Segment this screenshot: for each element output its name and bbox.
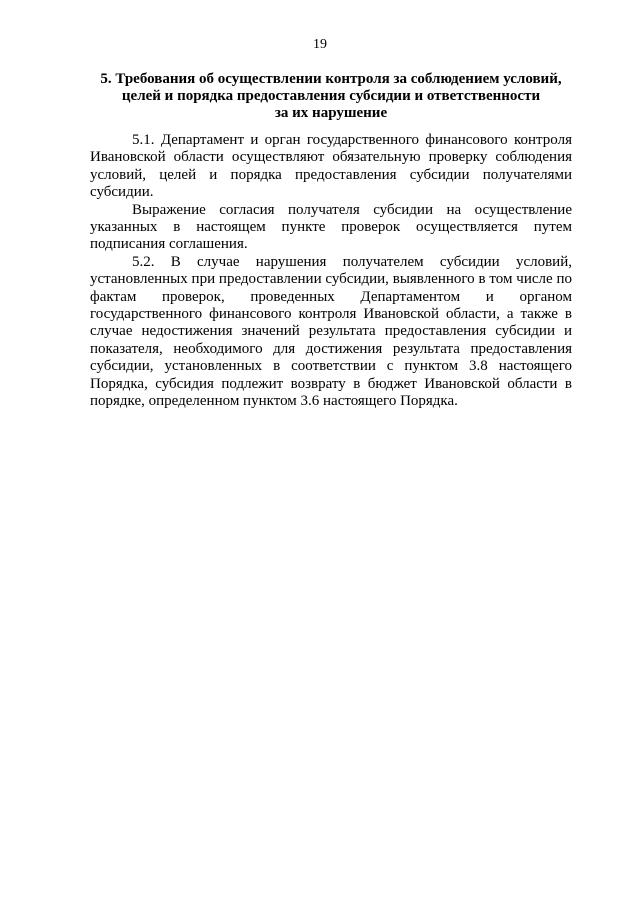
paragraph-5-1: 5.1. Департамент и орган государственного финансового контроля Ивановской области осуществляют обязательную проверку соблюдения условий, целей и порядка предоставления субсидии получателями субсидии. bbox=[90, 132, 572, 201]
section-heading-line-2: целей и порядка предоставления субсидии и ответственности bbox=[121, 88, 541, 104]
section-heading bbox=[90, 71, 572, 122]
paragraph-5-2: 5.2. В случае нарушения получателем субсидии условий, установленных при предоставлении субсидии, выявленного в том числе по фактам проверок, проведенных Департаментом и органом государственного финансового контроля Ивановской области, а также в случае недостижения значений результата предоставления субсидии и показателя, необходимого для достижения результата предоставления субсидии, установленных в соответствии с пунктом 3.8 настоящего Порядка, субсидия подлежит возврату в бюджет Ивановской области в порядке, определенном пунктом 3.6 настоящего Порядка. bbox=[90, 253, 572, 410]
section-heading-line-1: 5. Требования об осуществлении контроля за соблюдением условий, bbox=[100, 71, 562, 87]
section-body bbox=[90, 132, 572, 411]
page-number: 19 bbox=[313, 37, 327, 52]
paragraph-consent: Выражение согласия получателя субсидии на осуществление указанных в настоящем пункте проверок осуществляется путем подписания соглашения. bbox=[90, 201, 572, 253]
section-heading-line-3: за их нарушение bbox=[274, 105, 388, 121]
